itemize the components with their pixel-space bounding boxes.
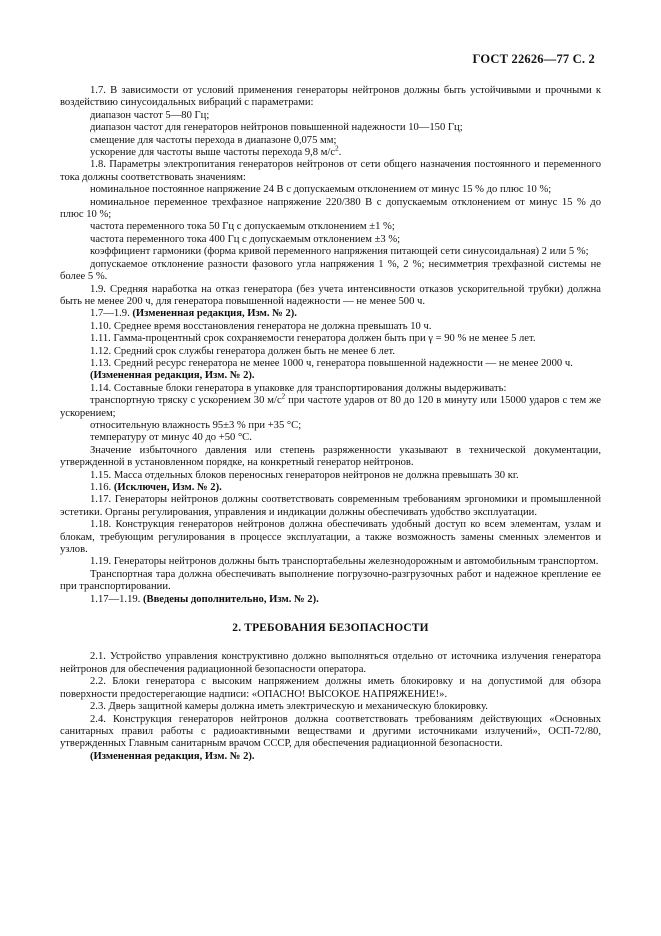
- amendment-note: (Измененная редакция, Изм. № 2).: [90, 370, 255, 382]
- page-header: ГОСТ 22626—77 С. 2: [472, 52, 595, 66]
- section-2-title: 2. ТРЕБОВАНИЯ БЕЗОПАСНОСТИ: [232, 622, 429, 635]
- clause-1-8-item: номинальное постоянное напряжение 24 В с допускаемым отклонением от минус 15 % до плюс 10 %;: [90, 184, 552, 196]
- clause-1-19-note: Транспортная тара должна обеспечивать выполнение погрузочно-разгрузочных работ и надежное крепление ее при транспортировании.: [60, 568, 601, 593]
- document-body: [60, 85, 601, 763]
- clause-1-16: 1.16. (Исключен, Изм. № 2).: [90, 482, 222, 493]
- clause-2-2: 2.2. Блоки генератора с высоким напряжением должны иметь блокировку и на допустимой для обзора поверхности предостерегающие надписи: «ОПАСНО! ВЫСОКОЕ НАПРЯЖЕНИЕ!».: [60, 676, 601, 700]
- clause-1-18: 1.18. Конструкция генераторов нейтронов должна обеспечивать удобный доступ ко всем элементам, узлам и блокам, требующим регулирования в процессе эксплуатации, а также возможность замены сменных элементов и узлов.: [60, 519, 601, 556]
- clause-1-10: 1.10. Среднее время восстановления генератора не должна превышать 10 ч.: [90, 320, 432, 332]
- clause-1-8: 1.8. Параметры электропитания генераторов нейтронов от сети общего назначения постоянного и переменного тока должны соответствовать значениям:: [60, 159, 601, 183]
- clause-1-14-item: транспортную тряску с ускорением 30 $м/с^2$ при частоте ударов от 80 до 120 в минуту или 15000 ударов с тем же ускорением;: [60, 392, 601, 419]
- clause-1-7-item: ускорение для частоты выше частоты перехода 9,8 $м/с^2$.: [90, 144, 342, 159]
- amendment-note: 1.17—1.19. (Введены дополнительно, Изм. № 2).: [90, 593, 319, 605]
- clause-1-15: 1.15. Масса отдельных блоков переносных генераторов нейтронов не должна превышать 30 кг.: [90, 469, 519, 481]
- clause-1-8-item: коэффициент гармоники (форма кривой переменного напряжения питающей сети синусоидальная) 2 или 5 %;: [90, 246, 589, 258]
- clause-1-8-item: частота переменного тока 400 Гц с допускаемым отклонением ±3 %;: [90, 233, 401, 245]
- clause-1-19: 1.19. Генераторы нейтронов должны быть транспортабельны железнодорожным и автомобильным транспортом.: [90, 556, 599, 568]
- clause-1-17: 1.17. Генераторы нейтронов должны соответствовать современным требованиям эргономики и промышленной эстетики. Органы регулирования, управления и индикации должны обеспечивать удобство эксплуатации.: [60, 494, 601, 518]
- clause-1-14: 1.14. Составные блоки генератора в упаковке для транспортирования должны выдерживать:: [90, 382, 507, 394]
- amendment-note: 1.7—1.9. (Измененная редакция, Изм. № 2).: [90, 308, 297, 320]
- clause-1-7-item: диапазон частот 5—80 Гц;: [90, 109, 210, 121]
- clause-2-4: 2.4. Конструкция генераторов нейтронов должна соответствовать требованиям действующих «Основных санитарных правил работы с радиоактивными веществами и другими источниками излучений», ОСП-72/80, утвержденных Главным санитарным врачом СССР, для обеспечения радиационной безопасности.: [60, 713, 601, 750]
- clause-1-7: 1.7. В зависимости от условий применения генераторы нейтронов должны быть устойчивыми и прочными к воздействию синусоидальных вибраций с параметрами:: [60, 85, 601, 109]
- clause-1-14-item: температуру от минус 40 до +50 °С.: [90, 432, 252, 444]
- amendment-note: (Измененная редакция, Изм. № 2).: [90, 750, 255, 762]
- clause-1-8-item: допускаемое отклонение разности фазового угла напряжения 1 %, 2 %; несимметрия трехфазной системы не более 5 %.: [60, 258, 601, 283]
- clause-1-7-item: смещение для частоты перехода в диапазоне 0,075 мм;: [90, 134, 337, 146]
- clause-1-9: 1.9. Средняя наработка на отказ генератора (без учета интенсивности отказов ускорительной трубки) должна быть не менее 200 ч, для генератора повышенной надежности — не менее 500 ч.: [60, 283, 601, 307]
- clause-1-14-item: относительную влажность 95±3 % при +35 °С;: [90, 419, 302, 431]
- clause-1-13: 1.13. Средний ресурс генератора не менее 1000 ч, генератора повышенной надежности — не менее 2000 ч.: [90, 357, 573, 369]
- clause-1-11: 1.11. Гамма-процентный срок сохраняемости генератора должен быть при γ = 90 % не менее 5 лет.: [90, 333, 536, 345]
- clause-1-7-item: диапазон частот для генераторов нейтронов повышенной надежности 10—150 Гц;: [90, 122, 463, 134]
- clause-1-14-note: Значение избыточного давления или степень разряженности указывают в технической документации, утвержденной в установленном порядке, на конкретный генератор нейтронов.: [60, 444, 601, 469]
- clause-1-12: 1.12. Средний срок службы генератора должен быть не менее 6 лет.: [90, 345, 396, 357]
- clause-2-1: 2.1. Устройство управления конструктивно должно выполняться отдельно от источника излучения генератора нейтронов для обеспечения радиационной безопасности оператора.: [60, 651, 601, 675]
- clause-1-8-item: номинальное переменное трехфазное напряжение 220/380 В с допускаемым отклонением от минус 15 % до плюс 10 %;: [60, 196, 601, 221]
- clause-1-8-item: частота переменного тока 50 Гц с допускаемым отклонением ±1 %;: [90, 221, 395, 233]
- clause-2-3: 2.3. Дверь защитной камеры должна иметь электрическую и механическую блокировку.: [90, 701, 488, 713]
